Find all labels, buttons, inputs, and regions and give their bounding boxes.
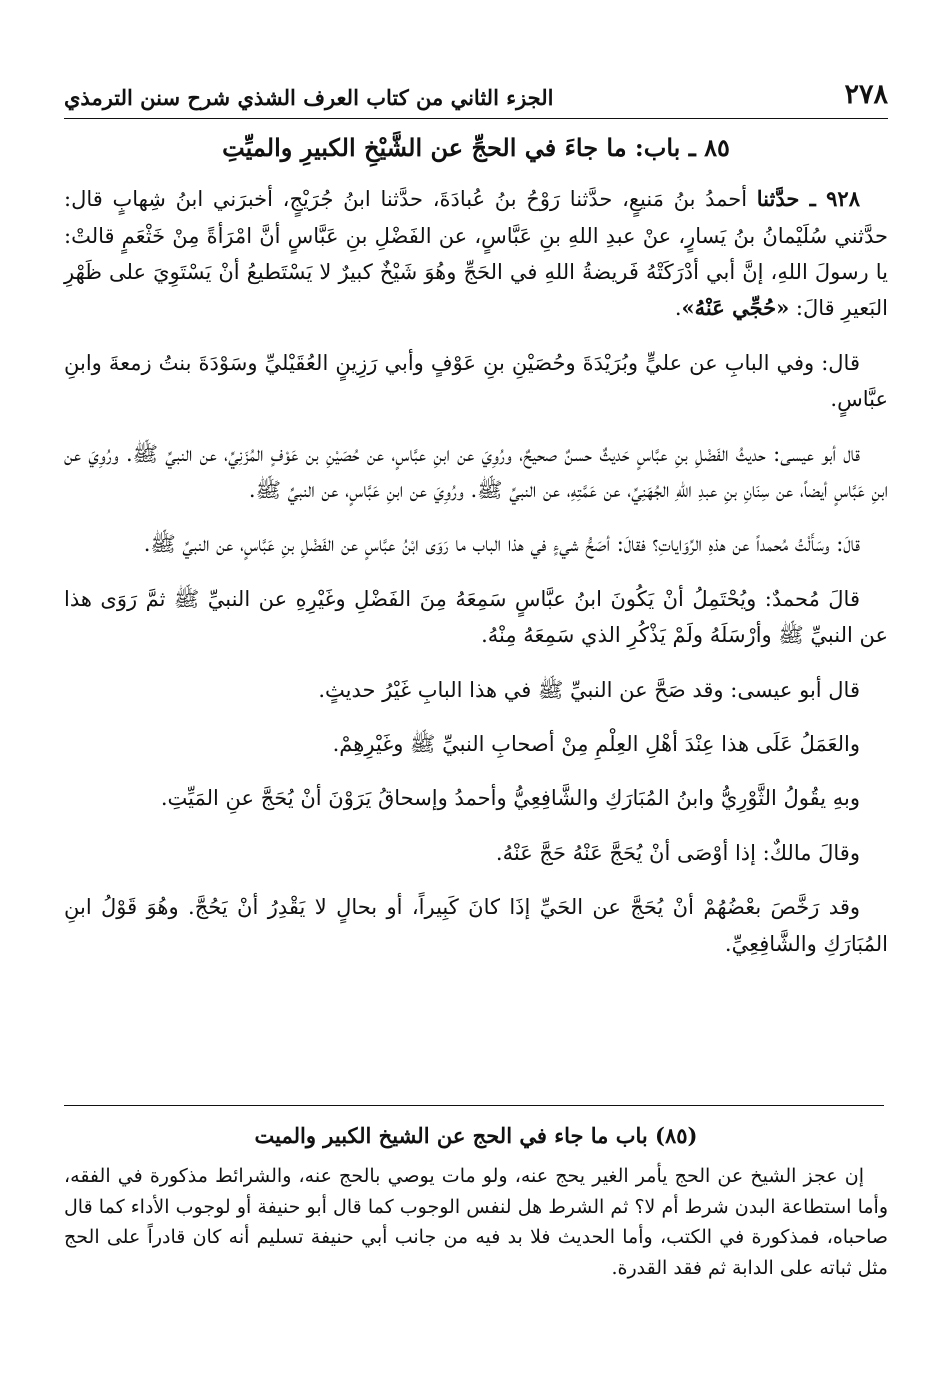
text-paragraph: قال أبو عيسى: وقد صَحَّ عن النبيِّ ﷺ في هذا البابِ غَيْرُ حديثٍ. [318,677,860,702]
text-paragraph: وبهِ يقُولُ الثَّوْرِيُّ وابنُ المُبَارَكِ والشَّافِعِيُّ وأحمدُ وإسحاقُ يَرَوْنَ أنْ يُحَجَّ عنِ المَيِّتِ. [160,786,860,811]
hadith-tail: . [674,296,682,321]
running-title: الجزء الثاني من كتاب العرف الشذي شرح سنن الترمذي [64,85,554,110]
text-paragraph: قالَ مُحمدٌ: ويُحْتَمِلُ أنْ يَكُونَ ابنُ عبَّاسٍ سَمِعَهُ مِنَ الفَضْلِ وغَيْرِهِ عن النبيِّ ﷺ ثمَّ رَوَى هذا عن النبيِّ ﷺ وأرْسَلَهُ ولَمْ يَذْكُرِ الذي سَمِعَهُ مِنْهُ. [64,586,888,648]
hadith-text: أحمدُ بنُ مَنيعٍ، حدَّثنا رَوْحُ بنُ عُبادَةَ، حدَّثنا ابنُ جُرَيْجٍ، أخبرَني ابنُ شِهابٍ قال: حدَّثني سُلَيْمانُ بنُ يَسارٍ، عنْ عبدِ اللهِ بنِ عَبَّاسٍ، عن الفَضْلِ بنِ عَبَّاسٍ أنَّ امْرَأةً مِنْ خَثْعَمٍ قالتْ: يا رسولَ اللهِ، إنَّ أبي أدْرَكَتْهُ فَريضةُ اللهِ في الحَجِّ وهُوَ شَيْخٌ كبيرٌ لا يَسْتَطيعُ أنْ يَسْتَوِيَ على ظَهْرِ البَعيرِ قالَ: [64,187,888,321]
commentary-text: إن عجز الشيخ عن الحج يأمر الغير يحج عنه، ولو مات يوصي بالحج عنه، والشرائط مذكورة في الفقه، وأما استطاعة البدن شرط أم لا؟ ثم الشرط هل لنفس الوجوب كما قال أبو حنيفة أو لوجوب الأداء كما قال صاحباه، فمذكورة في الكتب، وأما الحديث فلا بد فيه من جانب أبي حنيفة تسليم أنه كان قادراً على الحج مثل ثباته على الدابة ثم فقد القدرة. [64,1165,888,1279]
page-header [64,60,888,118]
header-rule [64,118,888,119]
text-paragraph: وقالَ مالكٌ: إذا أوْصَى أنْ يُحَجَّ عَنْهُ حَجَّ عَنْهُ. [495,840,860,865]
hadith-quote: «حُجِّي عَنْهُ» [681,295,790,321]
page-number: ٢٧٨ [844,79,888,110]
hadith-number: ٩٢٨ ـ حدَّثنا [756,186,860,212]
footnote-divider [64,1105,884,1106]
commentary-section [64,1122,888,1283]
text-paragraph: والعَمَلُ عَلَى هذا عِنْدَ أهْلِ العِلْمِ مِنْ أصحابِ النبيِّ ﷺ وغَيْرِهِمْ. [332,732,860,757]
chapter-title: ٨٥ ـ باب: ما جاءَ في الحجِّ عن الشَّيْخِ الكبيرِ والميِّتِ [222,133,730,162]
main-text [64,132,888,980]
text-paragraph: قال: وفي البابِ عن عليٍّ وبُرَيْدَةَ وحُصَيْنِ بنِ عَوْفٍ وأبي رَزِينٍ العُقَيْليِّ وسَوْدَةَ بنتُ زمعةَ وابنِ عبَّاسٍ. [64,350,888,412]
commentary-title: (٨٥) باب ما جاء في الحج عن الشيخ الكبير والميت [254,1123,698,1148]
text-paragraph: قالَ: وسَأَلْتُ مُحمداً عن هذهِ الرِّوَاياتِ؟ فقالَ: أصَحُّ شيءٍ في هذا الباب ما رَوَى ابْنُ عبَّاسٍ عن الفَضْلِ بنِ عَبَّاسٍ، عن النبيِّ ﷺ. [143,532,860,557]
text-paragraph: قال أبو عيسى: حديثُ الفَضْلِ بنِ عبَّاسٍ حَديثٌ حسنٌ صحيحٌ، ورُوِيَ عن ابنِ عبَّاسٍ، عن حُصَيْنِ بن عَوْفٍ المُزَنِيِّ، عن النبيِّ ﷺ. ورُوِيَ عن ابنِ عَبَّاسٍ أيضاً، عن سِنَانِ بنِ عبدِ اللهِ الجُهَنِيِّ، عن عَمَّتِهِ، عن النبيِّ ﷺ. ورُوِيَ عن ابنِ عَبَّاسٍ، عن النبيِّ ﷺ. [64,441,888,503]
text-paragraph: وقد رَخَّصَ بعْضُهُمْ أنْ يُحَجَّ عن الحَيِّ إذَا كانَ كَبِيراً، أو بحالٍ لا يَقْدِرُ أنْ يَحُجَّ. وهُوَ قَوْلُ ابنِ المُبَارَكِ والشَّافِعِيِّ. [64,895,888,956]
hadith-paragraph [64,181,888,327]
